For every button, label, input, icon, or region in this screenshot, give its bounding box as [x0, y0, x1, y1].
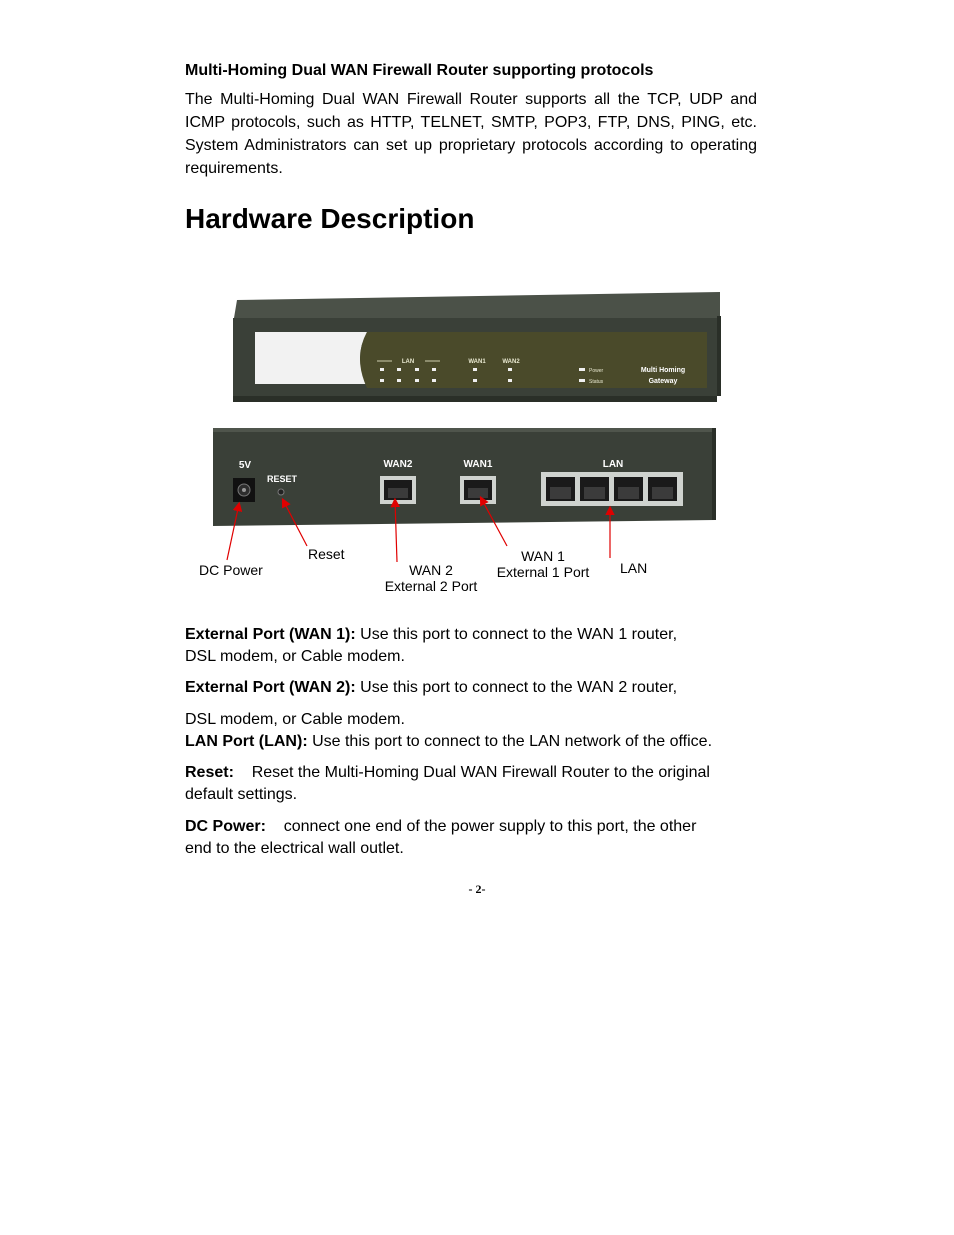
desc-wan1-text-2: DSL modem, or Cable modem. [185, 648, 405, 665]
router-figure [185, 288, 725, 598]
back-wan1-text: WAN1 [463, 459, 493, 470]
back-5v-text: 5V [238, 460, 252, 471]
desc-wan2-term: External Port (WAN 2): [185, 679, 356, 696]
desc-wan2 [185, 677, 765, 731]
callout-lan: LAN [620, 560, 648, 576]
hardware-heading: Hardware Description [185, 203, 475, 234]
desc-reset-text-1: Reset the Multi-Homing Dual WAN Firewall Router to the original [233, 764, 710, 781]
desc-reset-term: Reset: [185, 764, 234, 781]
protocols-heading: Multi-Homing Dual WAN Firewall Router supporting protocols [185, 62, 654, 79]
protocols-paragraph: The Multi-Homing Dual WAN Firewall Router supports all the TCP, UDP and ICMP protocols, such as HTTP, TELNET, SMTP, POP3, FTP, DNS, PING, etc. System Administrators can set up proprietary protocols according to operating requirements. [185, 91, 757, 177]
front-brand-line2: Gateway [648, 378, 678, 385]
dc-power-jack [233, 478, 255, 502]
callout-wan2-line1: WAN 2 [409, 562, 453, 578]
desc-dc-text-1: connect one end of the power supply to this port, the other [265, 818, 697, 835]
callout-reset: Reset [308, 546, 345, 562]
page-number: - 2- [468, 882, 486, 896]
callout-wan1 [496, 548, 590, 580]
back-reset-text: RESET [266, 474, 298, 484]
front-panel [233, 292, 721, 402]
desc-dc-term: DC Power: [185, 818, 266, 835]
front-lan-text: LAN [401, 359, 415, 365]
wan1-port [460, 476, 496, 504]
desc-reset [185, 762, 765, 806]
front-wan2-text: WAN2 [502, 359, 520, 365]
back-wan2-text: WAN2 [383, 459, 413, 470]
callout-dc-power: DC Power [199, 562, 263, 578]
desc-lan [185, 731, 765, 753]
back-lan-text: LAN [602, 459, 624, 470]
desc-wan1-term: External Port (WAN 1): [185, 626, 356, 643]
lan-ports [541, 472, 683, 506]
front-status-text: Status [589, 379, 604, 385]
callout-wan1-line1: WAN 1 [521, 548, 565, 564]
wan2-port [380, 476, 416, 504]
front-label-area [255, 332, 367, 384]
router-illustration [185, 288, 725, 598]
callout-wan2-line2: External 2 Port [384, 578, 478, 594]
desc-dc-text-2: end to the electrical wall outlet. [185, 840, 404, 857]
back-panel [185, 426, 716, 530]
callout-wan2 [384, 562, 478, 594]
front-brand-line1: Multi Homing [640, 367, 686, 374]
desc-lan-term: LAN Port (LAN): [185, 733, 308, 750]
front-wan1-text: WAN1 [468, 359, 486, 365]
callout-wan1-line2: External 1 Port [496, 564, 590, 580]
desc-wan1-text-1: Use this port to connect to the WAN 1 router, [355, 626, 678, 643]
desc-reset-text-2: default settings. [185, 786, 298, 803]
desc-dc-power [185, 816, 765, 860]
desc-wan2-text-2: DSL modem, or Cable modem. [185, 711, 405, 728]
desc-wan1 [185, 624, 765, 668]
front-power-text: Power [589, 368, 604, 374]
reset-pinhole [278, 489, 284, 495]
desc-wan2-text-1: Use this port to connect to the WAN 2 router, [355, 679, 678, 696]
desc-lan-text: Use this port to connect to the LAN network of the office. [307, 733, 713, 750]
